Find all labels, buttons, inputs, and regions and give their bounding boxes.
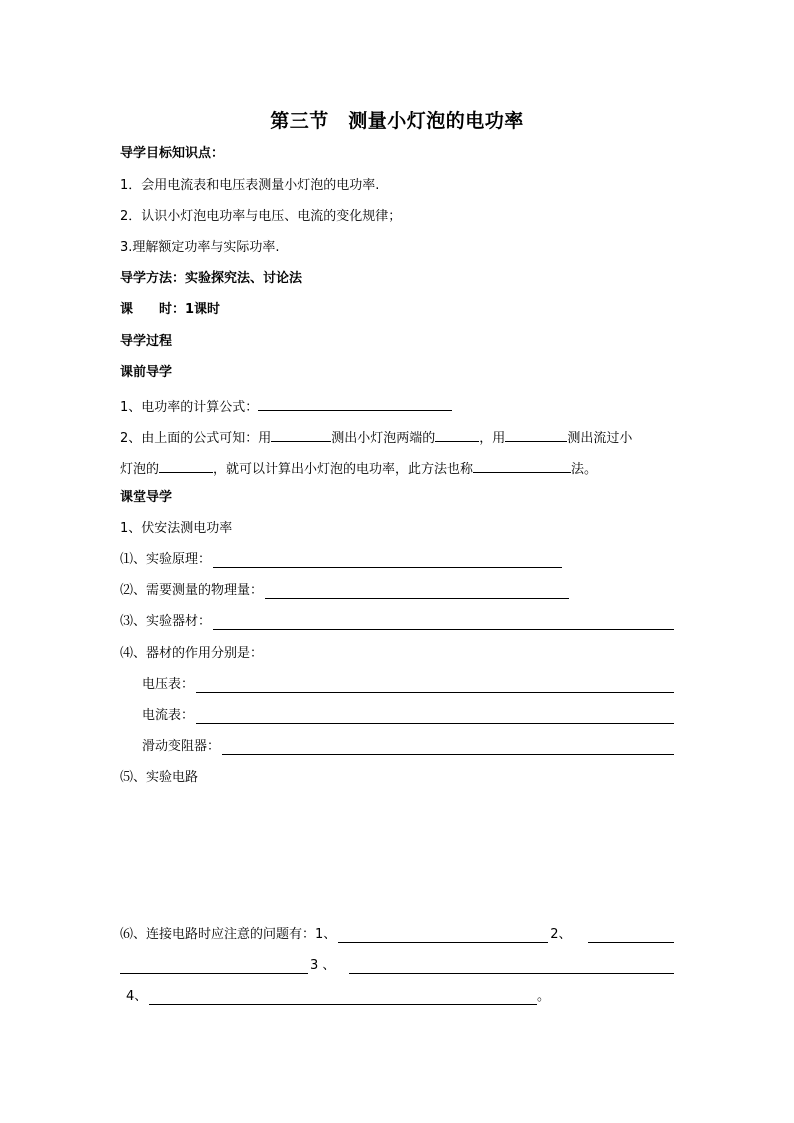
- circuit-heading: ⑸、实验电路: [120, 770, 199, 785]
- pre-q1-label: 1、电功率的计算公式：: [120, 400, 259, 415]
- blank-rheostat-role[interactable]: [222, 742, 674, 755]
- process-heading: 导学过程: [120, 334, 173, 349]
- method: 导学方法：实验探究法、讨论法: [120, 271, 303, 286]
- blank-note-1[interactable]: [338, 930, 548, 943]
- rheostat-row: [142, 739, 674, 755]
- ammeter-row: [142, 708, 674, 724]
- roles-heading: ⑷、器材的作用分别是：: [120, 646, 264, 661]
- voltmeter-row: [142, 677, 674, 693]
- blank-formula[interactable]: [258, 397, 452, 411]
- rheostat-label: 滑动变阻器：: [142, 739, 221, 754]
- blank-note-2[interactable]: [588, 930, 674, 943]
- blank-principle[interactable]: [213, 555, 562, 568]
- blank-note-2-cont[interactable]: [120, 961, 308, 974]
- blank-note-3[interactable]: [349, 961, 674, 974]
- notes-row-2: [120, 958, 674, 974]
- principle-label: ⑴、实验原理：: [120, 552, 212, 567]
- notes-label-2: 2、: [550, 927, 572, 942]
- blank-current[interactable]: [159, 459, 213, 473]
- objective-1: 1．会用电流表和电压表测量小灯泡的电功率.: [120, 178, 380, 193]
- pre-q2-part2: 测出小灯泡两端的: [331, 431, 436, 446]
- pre-question-2-line2: [120, 459, 597, 478]
- notes-end: 。: [536, 989, 550, 1004]
- blank-voltmeter-role[interactable]: [196, 680, 674, 693]
- blank-note-4[interactable]: [149, 992, 537, 1005]
- principle-row: [120, 552, 562, 568]
- pre-q2-line2-part2: ，就可以计算出小灯泡的电功率，此方法也称: [213, 462, 474, 477]
- page-title: 第三节 测量小灯泡的电功率: [270, 110, 524, 132]
- blank-ammeter-role[interactable]: [196, 711, 674, 724]
- blank-equipment[interactable]: [213, 617, 674, 630]
- pre-q2-line2-part3: 法。: [571, 462, 598, 477]
- blank-voltage[interactable]: [435, 428, 479, 442]
- blank-ammeter[interactable]: [505, 428, 567, 442]
- objectives-heading: 导学目标知识点：: [120, 146, 225, 161]
- pre-question-1: [120, 397, 452, 416]
- in-class-heading: 课堂导学: [120, 490, 173, 505]
- notes-row-3: [126, 989, 550, 1005]
- objective-3: 3.理解额定功率与实际功率.: [120, 240, 280, 255]
- class-item-1: 1、伏安法测电功率: [120, 521, 233, 536]
- notes-label-3: 3 、: [310, 958, 336, 973]
- blank-method-name[interactable]: [473, 459, 571, 473]
- voltmeter-label: 电压表：: [142, 677, 195, 692]
- quantity-label: ⑵、需要测量的物理量：: [120, 583, 264, 598]
- notes-row-1: [120, 927, 674, 943]
- pre-q2-part1: 2、由上面的公式可知：用: [120, 431, 272, 446]
- pre-q2-part4: 测出流过小: [567, 431, 633, 446]
- notes-label: ⑹、连接电路时应注意的问题有：1、: [120, 927, 337, 942]
- equipment-row: [120, 614, 674, 630]
- pre-q2-part3: ，用: [479, 431, 506, 446]
- blank-voltmeter[interactable]: [271, 428, 331, 442]
- pre-question-2: [120, 428, 632, 447]
- blank-quantity[interactable]: [265, 586, 569, 599]
- ammeter-label: 电流表：: [142, 708, 195, 723]
- objective-2: 2．认识小灯泡电功率与电压、电流的变化规律；: [120, 209, 402, 224]
- quantity-row: [120, 583, 569, 599]
- notes-label-4: 4、: [126, 989, 148, 1004]
- pre-q2-line2-part1: 灯泡的: [120, 462, 160, 477]
- class-hours: 课 时：1课时: [120, 302, 221, 317]
- pre-class-heading: 课前导学: [120, 365, 173, 380]
- equipment-label: ⑶、实验器材：: [120, 614, 212, 629]
